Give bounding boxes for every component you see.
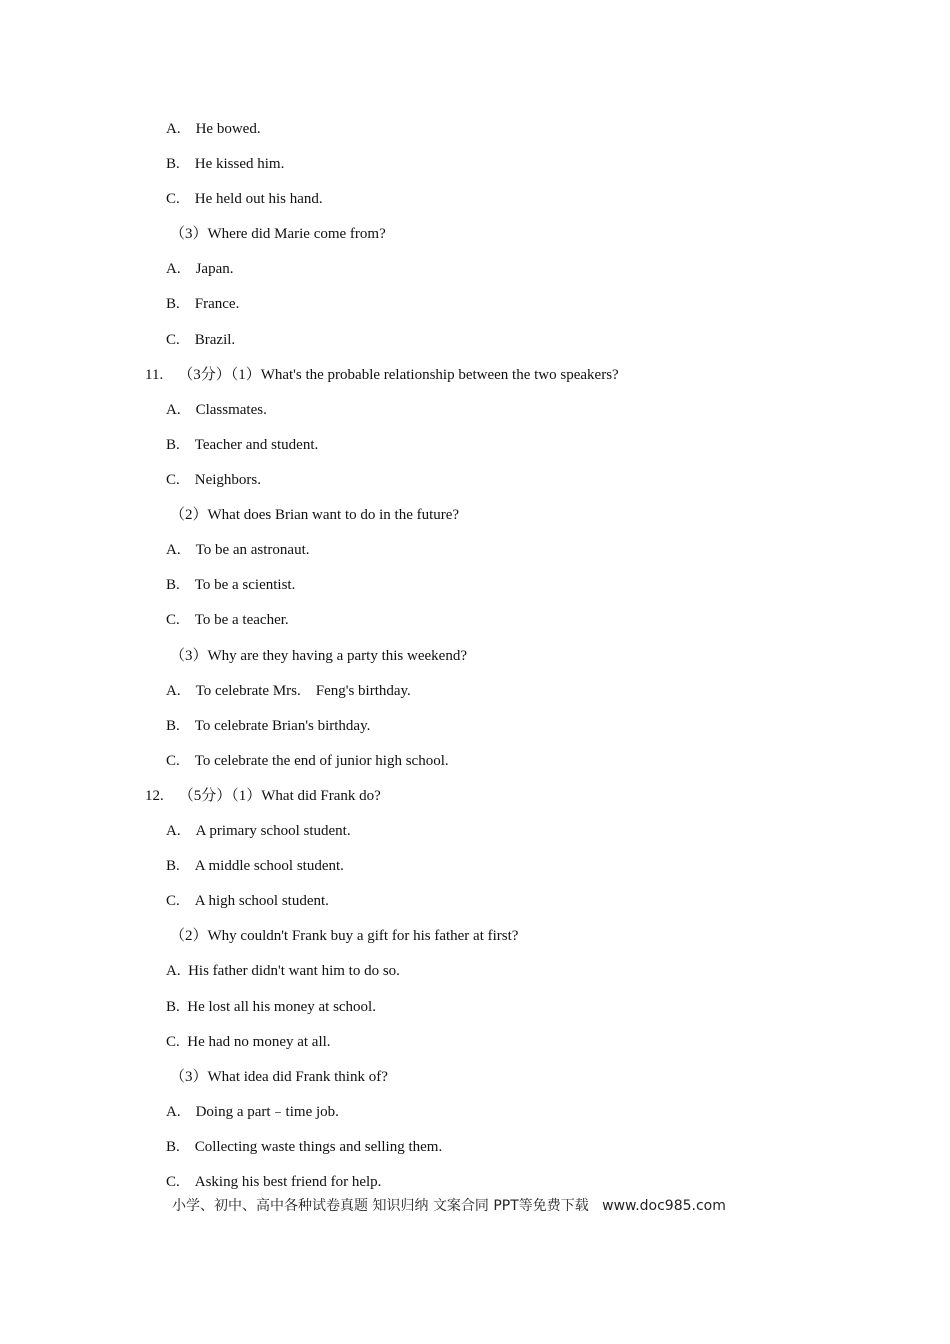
option-line: C. A high school student. (166, 893, 329, 909)
option-line: C. To be a teacher. (166, 612, 289, 628)
option-line: B. A middle school student. (166, 858, 344, 874)
option-line: B. He lost all his money at school. (166, 999, 376, 1015)
option-line: C. To celebrate the end of junior high school. (166, 753, 449, 769)
option-line: C. He had no money at all. (166, 1034, 331, 1050)
option-line: A. Classmates. (166, 402, 267, 418)
footer-watermark: 小学、初中、高中各种试卷真题 知识归纳 文案合同 PPT等免费下载 www.doc985.com (172, 1198, 726, 1214)
option-line: B. France. (166, 296, 240, 312)
option-line: B. To be a scientist. (166, 577, 296, 593)
sub-question: （2）What does Brian want to do in the future? (170, 507, 460, 523)
option-line: B. Teacher and student. (166, 437, 319, 453)
option-line: B. He kissed him. (166, 156, 285, 172)
option-line: A. Japan. (166, 261, 234, 277)
sub-question: （3）Where did Marie come from? (170, 226, 386, 242)
sub-question: （3）Why are they having a party this weekend? (170, 648, 467, 664)
question-12: 12. （5分）（1）What did Frank do? (145, 788, 381, 804)
question-11: 11. （3分）（1）What's the probable relationship between the two speakers? (145, 367, 619, 383)
option-line: C. Brazil. (166, 332, 236, 348)
option-line: A. His father didn't want him to do so. (166, 963, 400, 979)
option-line: A. He bowed. (166, 121, 261, 137)
option-line: C. Asking his best friend for help. (166, 1174, 382, 1190)
option-line: C. Neighbors. (166, 472, 261, 488)
option-line: B. Collecting waste things and selling them. (166, 1139, 443, 1155)
sub-question: （2）Why couldn't Frank buy a gift for his father at first? (170, 928, 519, 944)
option-line: C. He held out his hand. (166, 191, 323, 207)
option-line: A. A primary school student. (166, 823, 351, 839)
option-line: B. To celebrate Brian's birthday. (166, 718, 371, 734)
option-line: A. To celebrate Mrs. Feng's birthday. (166, 683, 411, 699)
sub-question: （3）What idea did Frank think of? (170, 1069, 388, 1085)
option-line: A. Doing a part﹣time job. (166, 1104, 339, 1120)
option-line: A. To be an astronaut. (166, 542, 310, 558)
